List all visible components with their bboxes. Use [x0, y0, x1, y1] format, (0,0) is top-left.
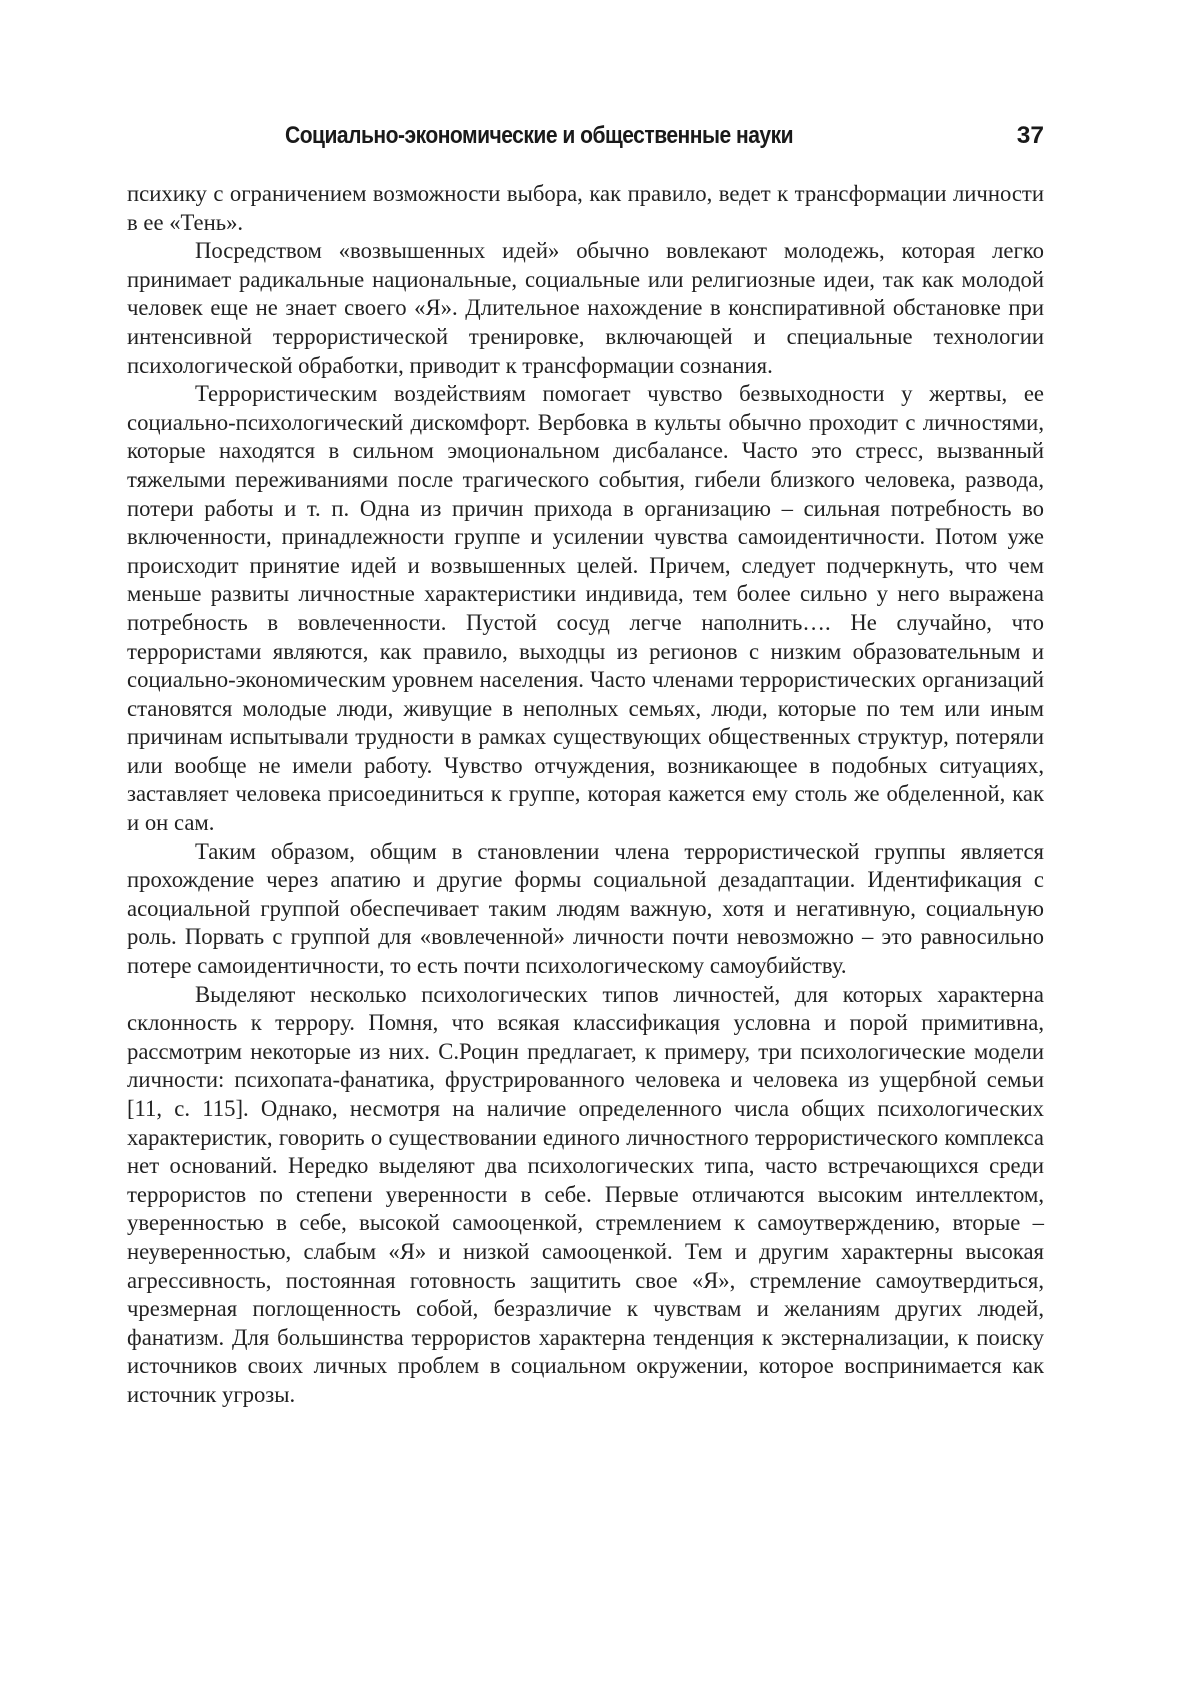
running-title: Социально-экономические и общественные науки	[285, 122, 794, 149]
paragraph: Террористическим воздействиям помогает чувство безвыходности у жертвы, ее социально-психологический дискомфорт. Вербовка в культы обычно проходит с личностями, которые находятся в сильном эмоциональном дисбалансе. Часто это стресс, вызванный тяжелыми переживаниями после трагического события, гибели близкого человека, развода, потери работы и т. п. Одна из причин прихода в организацию – сильная потребность во включенности, принадлежности группе и усилении чувства самоидентичности. Потом уже происходит принятие идей и возвышенных целей. Причем, следует подчеркнуть, что чем меньше развиты личностные характеристики индивида, тем более сильно у него выражена потребность в вовлеченности. Пустой сосуд легче наполнить…. Не случайно, что террористами являются, как правило, выходцы из регионов с низким образовательным и социально-экономическим уровнем населения. Часто членами террористических организаций становятся молодые люди, живущие в неполных семьях, люди, которые по тем или иным причинам испытывали трудности в рамках существующих общественных структур, потеряли или вообще не имели работу. Чувство отчуждения, возникающее в подобных ситуациях, заставляет человека присоединиться к группе, которая кажется ему столь же обделенной, как и он сам.	[127, 381, 1044, 836]
paragraph: Таким образом, общим в становлении члена террористической группы является прохождение через апатию и другие формы социальной дезадаптации. Идентификация с асоциальной группой обеспечивает таким людям важную, хотя и негативную, социальную роль. Порвать с группой для «вовлеченной» личности почти невозможно – это равносильно потере самоидентичности, то есть почти психологическому самоубийству.	[127, 838, 1044, 979]
paragraph: Выделяют несколько психологических типов личностей, для которых характерна склонность к террору. Помня, что всякая классификация условна и порой примитивна, рассмотрим некоторые из них. С.Роцин предлагает, к примеру, три психологические модели личности: психопата-фанатика, фрустрированного человека и человека из ущербной семьи [11, с. 115]. Однако, несмотря на наличие определенного числа общих психологических характеристик, говорить о существовании единого личностного террористического комплекса нет оснований. Нередко выделяют два психологических типа, часто встречающихся среди террористов по степени уверенности в себе. Первые отличаются высоким интеллектом, уверенностью в себе, высокой самооценкой, стремлением к самоутверждению, вторые – неуверенностью, слабым «Я» и низкой самооценкой. Тем и другим характерны высокая агрессивность, постоянная готовность защитить свое «Я», стремление самоутвердиться, чрезмерная поглощенность собой, безразличие к чувствам и желаниям других людей, фанатизм. Для большинства террористов характерна тенденция к экстернализации, к поиску источников своих личных проблем в социальном окружении, которое воспринимается как источник угрозы.	[127, 981, 1044, 1407]
paragraph-continuation: психику с ограничением возможности выбора, как правило, ведет к трансформации личности в ее «Тень».	[127, 181, 1044, 235]
body-text	[127, 180, 1044, 1410]
page-number: 37	[1016, 122, 1044, 149]
page-header	[127, 122, 1044, 156]
paragraph: Посредством «возвышенных идей» обычно вовлекают молодежь, которая легко принимает радикальные национальные, социальные или религиозные идеи, так как молодой человек еще не знает своего «Я». Длительное нахождение в конспиративной обстановке при интенсивной террористической тренировке, включающей и специальные технологии психологической обработки, приводит к трансформации сознания.	[127, 238, 1044, 378]
